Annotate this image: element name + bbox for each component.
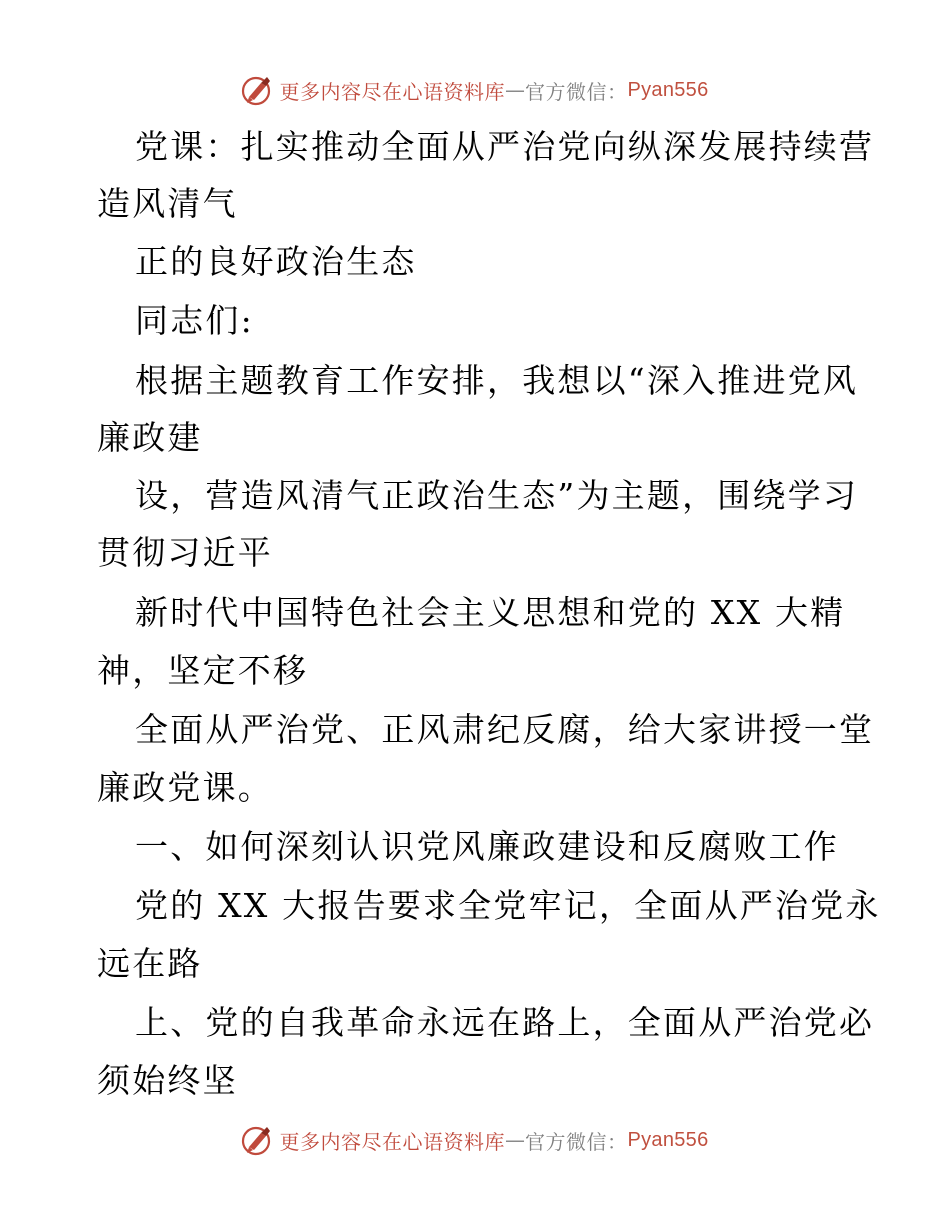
watermark-wechat-id: Pyan556 xyxy=(627,1128,709,1151)
title-line-3: 正的良好政治生态 xyxy=(135,242,417,281)
paragraph-line: 设，营造风清气正政治生态”为主题，围绕学习 xyxy=(135,476,859,515)
header-watermark xyxy=(0,70,950,110)
footer-watermark xyxy=(0,1120,950,1160)
watermark-wechat-label: 官方微信： xyxy=(524,1129,628,1154)
title-line-2: 造风清气 xyxy=(97,184,238,223)
pen-logo-icon xyxy=(241,73,275,107)
paragraph-line: 廉政党课。 xyxy=(97,768,273,807)
watermark-wechat-id: Pyan556 xyxy=(627,78,709,101)
pen-logo-icon xyxy=(241,1123,275,1157)
watermark-wechat-label: 官方微信： xyxy=(524,79,628,104)
paragraph-line: 远在路 xyxy=(97,944,203,983)
salutation: 同志们: xyxy=(135,301,254,340)
watermark-site-text: 更多内容尽在心语资料库 xyxy=(279,79,505,104)
title-line-1: 党课：扎实推动全面从严治党向纵深发展持续营 xyxy=(135,127,875,166)
paragraph-line: 根据主题教育工作安排，我想以“深入推进党风 xyxy=(135,361,859,400)
watermark-dash: — xyxy=(504,78,525,102)
watermark-site-text: 更多内容尽在心语资料库 xyxy=(279,1129,505,1154)
paragraph-line: 贯彻习近平 xyxy=(97,533,273,572)
paragraph-line: 全面从严治党、正风肃纪反腐，给大家讲授一堂 xyxy=(135,710,875,749)
watermark-dash: — xyxy=(504,1128,525,1152)
paragraph-line: 党的 XX 大报告要求全党牢记，全面从严治党永 xyxy=(135,886,881,925)
paragraph-line: 神，坚定不移 xyxy=(97,651,309,690)
paragraph-line: 新时代中国特色社会主义思想和党的 XX 大精 xyxy=(135,593,846,632)
paragraph-line: 廉政建 xyxy=(97,418,203,457)
paragraph-line: 上、党的自我革命永远在路上，全面从严治党必 xyxy=(135,1003,875,1042)
paragraph-line: 须始终坚 xyxy=(97,1061,238,1100)
section-heading: 一、如何深刻认识党风廉政建设和反腐败工作 xyxy=(135,827,839,866)
